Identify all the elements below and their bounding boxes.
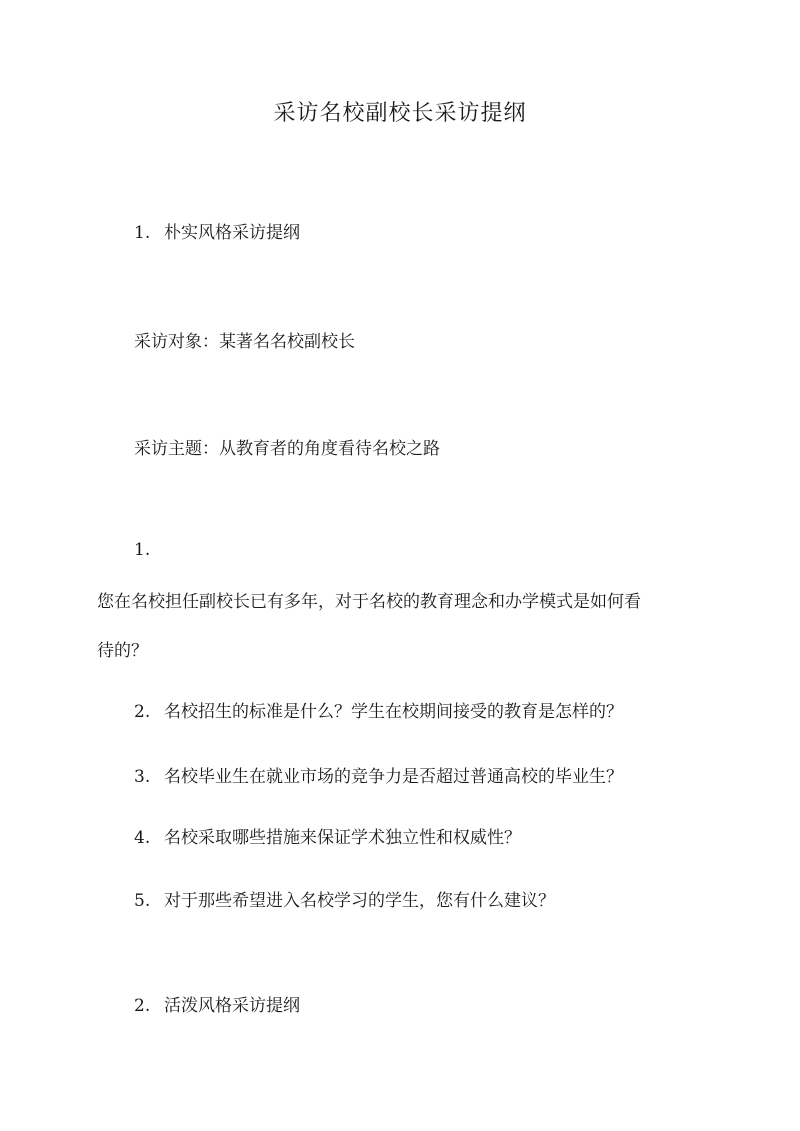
interviewee-line: 采访对象：某著名名校副校长 [134,332,355,352]
question-5-number: 5. [134,891,151,911]
question-4-number: 4. [134,828,151,848]
section-2-number: 2. [134,996,151,1016]
question-5-text: 对于那些希望进入名校学习的学生，您有什么建议？ [164,891,555,911]
question-3-text: 名校毕业生在就业市场的竞争力是否超过普通高校的毕业生？ [164,767,623,787]
question-5 [134,886,555,911]
question-1-number: 1. [134,540,151,560]
question-1-line-2: 待的？ [97,641,148,661]
section-2-title: 活泼风格采访提纲 [164,996,300,1016]
topic-line: 采访主题：从教育者的角度看待名校之路 [134,439,440,459]
question-2 [134,697,623,722]
question-4 [134,823,521,848]
question-2-text: 名校招生的标准是什么？学生在校期间接受的教育是怎样的？ [164,702,623,722]
question-3-number: 3. [134,767,151,787]
section-1-number: 1. [134,223,151,243]
document-title: 采访名校副校长采访提纲 [273,101,527,126]
section-1-title: 朴实风格采访提纲 [164,223,300,243]
section-2-heading [134,991,300,1016]
question-3 [134,762,623,787]
question-2-number: 2. [134,702,151,722]
question-4-text: 名校采取哪些措施来保证学术独立性和权威性？ [164,828,521,848]
question-1-line-1: 您在名校担任副校长已有多年，对于名校的教育理念和办学模式是如何看 [97,592,641,612]
section-1-heading [134,218,300,243]
